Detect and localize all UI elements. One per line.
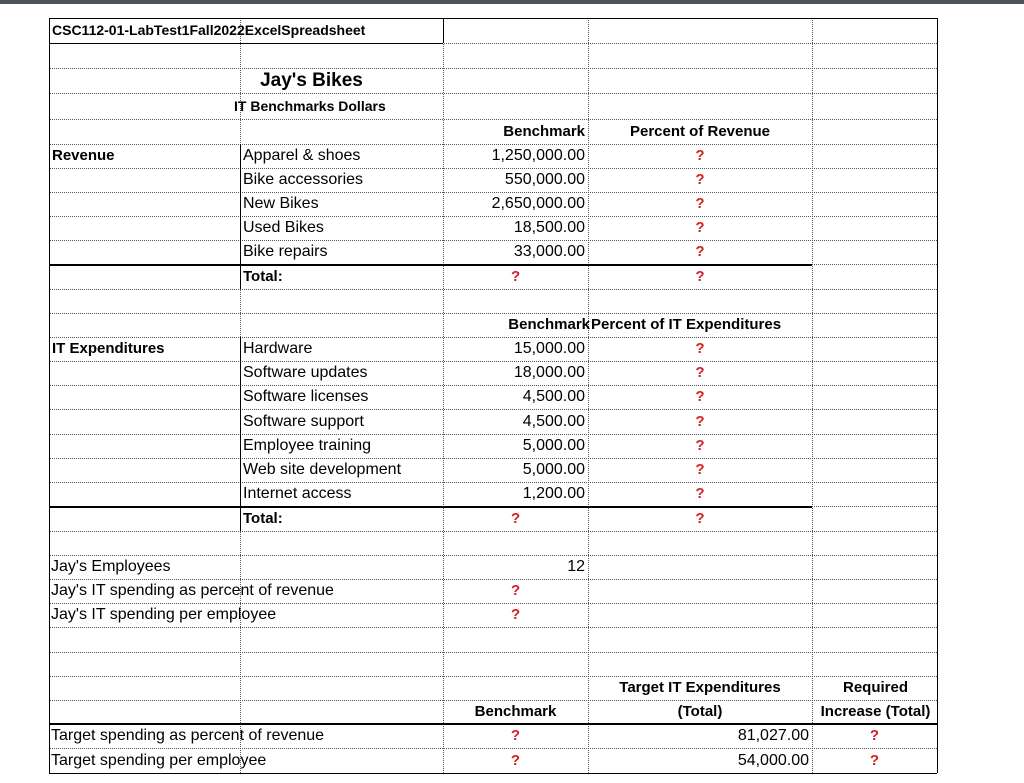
it-row-label[interactable]: Internet access — [243, 485, 352, 502]
it-row-percent[interactable]: ? — [695, 413, 705, 430]
grid-line — [49, 652, 937, 653]
it-section-label[interactable]: IT Expenditures — [52, 340, 165, 357]
it-per-employee-value[interactable]: ? — [511, 606, 521, 623]
required-header-line2[interactable]: Increase (Total) — [820, 703, 931, 720]
it-total-percent[interactable]: ? — [695, 510, 705, 527]
window-top-bar — [0, 0, 1024, 4]
it-row-percent[interactable]: ? — [695, 364, 705, 381]
revenue-section-label[interactable]: Revenue — [52, 147, 115, 164]
revenue-row-percent[interactable]: ? — [695, 195, 705, 212]
it-pct-revenue-value[interactable]: ? — [511, 582, 521, 599]
it-row-value[interactable]: 4,500.00 — [522, 388, 585, 405]
revenue-row-percent[interactable]: ? — [695, 243, 705, 260]
revenue-row-value[interactable]: 2,650,000.00 — [491, 195, 585, 212]
revenue-total-label[interactable]: Total: — [243, 268, 283, 285]
it-row-label[interactable]: Employee training — [243, 437, 372, 454]
revenue-row-label[interactable]: Used Bikes — [243, 219, 324, 236]
revenue-row-label[interactable]: New Bikes — [243, 195, 319, 212]
it-row-percent[interactable]: ? — [695, 461, 705, 478]
revenue-total-percent[interactable]: ? — [695, 268, 705, 285]
grid-line — [49, 289, 937, 290]
revenue-benchmark-header[interactable]: Benchmark — [503, 123, 585, 140]
target-row-label[interactable]: Target spending as percent of revenue — [51, 727, 325, 744]
grid-line — [49, 627, 937, 628]
grid-line — [812, 18, 813, 773]
target-row-total[interactable]: 81,027.00 — [737, 727, 809, 744]
it-benchmark-header[interactable]: Benchmark — [508, 316, 590, 333]
revenue-row-value[interactable]: 33,000.00 — [513, 243, 585, 260]
revenue-row-label[interactable]: Bike repairs — [243, 243, 328, 260]
sheet-subtitle[interactable]: IT Benchmarks Dollars — [234, 98, 386, 114]
it-row-label[interactable]: Software licenses — [243, 388, 369, 405]
revenue-row-value[interactable]: 18,500.00 — [513, 219, 585, 236]
border-line — [240, 144, 241, 289]
it-row-percent[interactable]: ? — [695, 485, 705, 502]
revenue-row-value[interactable]: 550,000.00 — [504, 171, 585, 188]
revenue-row-label[interactable]: Bike accessories — [243, 171, 364, 188]
it-row-percent[interactable]: ? — [695, 437, 705, 454]
company-name[interactable]: Jay's Bikes — [260, 70, 363, 91]
target-row-required[interactable]: ? — [869, 752, 880, 769]
it-pct-revenue-label[interactable]: Jay's IT spending as percent of revenue — [51, 582, 334, 599]
target-row-label[interactable]: Target spending per employee — [51, 752, 267, 769]
grid-line — [49, 68, 937, 69]
target-header-line2[interactable]: (Total) — [677, 703, 723, 720]
target-row-benchmark[interactable]: ? — [510, 752, 521, 769]
grid-line — [49, 93, 937, 94]
border-line — [49, 18, 50, 773]
revenue-row-value[interactable]: 1,250,000.00 — [491, 147, 585, 164]
border-line — [443, 18, 444, 43]
employees-value[interactable]: 12 — [567, 558, 585, 575]
it-row-label[interactable]: Software support — [243, 413, 364, 430]
target-row-required[interactable]: ? — [869, 727, 880, 744]
it-per-employee-label[interactable]: Jay's IT spending per employee — [51, 606, 277, 623]
revenue-row-percent[interactable]: ? — [695, 147, 705, 164]
it-row-percent[interactable]: ? — [695, 388, 705, 405]
it-row-label[interactable]: Hardware — [243, 340, 313, 357]
border-line — [49, 773, 937, 774]
revenue-row-percent[interactable]: ? — [695, 171, 705, 188]
border-line — [240, 337, 241, 531]
sheet-title[interactable]: CSC112-01-LabTest1Fall2022ExcelSpreadsheet — [52, 22, 366, 38]
it-row-value[interactable]: 18,000.00 — [513, 364, 585, 381]
it-row-value[interactable]: 4,500.00 — [522, 413, 585, 430]
grid-line — [49, 531, 937, 532]
it-row-label[interactable]: Web site development — [243, 461, 402, 478]
border-line — [49, 43, 443, 44]
it-row-value[interactable]: 5,000.00 — [522, 461, 585, 478]
target-header-line1[interactable]: Target IT Expenditures — [619, 679, 781, 696]
it-row-value[interactable]: 1,200.00 — [522, 485, 585, 502]
required-header-line1[interactable]: Required — [842, 679, 908, 696]
it-row-value[interactable]: 15,000.00 — [513, 340, 585, 357]
it-total-value[interactable]: ? — [511, 510, 521, 527]
revenue-row-percent[interactable]: ? — [695, 219, 705, 236]
it-row-label[interactable]: Software updates — [243, 364, 368, 381]
border-line — [937, 18, 938, 773]
revenue-percent-header[interactable]: Percent of Revenue — [629, 123, 771, 140]
it-total-label[interactable]: Total: — [243, 510, 283, 527]
target-benchmark-header[interactable]: Benchmark — [474, 703, 557, 720]
it-row-percent[interactable]: ? — [695, 340, 705, 357]
revenue-total-value[interactable]: ? — [511, 268, 521, 285]
grid-line — [443, 18, 444, 773]
target-row-total[interactable]: 54,000.00 — [737, 752, 809, 769]
employees-label[interactable]: Jay's Employees — [51, 558, 171, 575]
target-row-benchmark[interactable]: ? — [510, 727, 521, 744]
it-percent-header[interactable]: Percent of IT Expenditures — [591, 316, 782, 333]
revenue-row-label[interactable]: Apparel & shoes — [243, 147, 361, 164]
it-row-value[interactable]: 5,000.00 — [522, 437, 585, 454]
